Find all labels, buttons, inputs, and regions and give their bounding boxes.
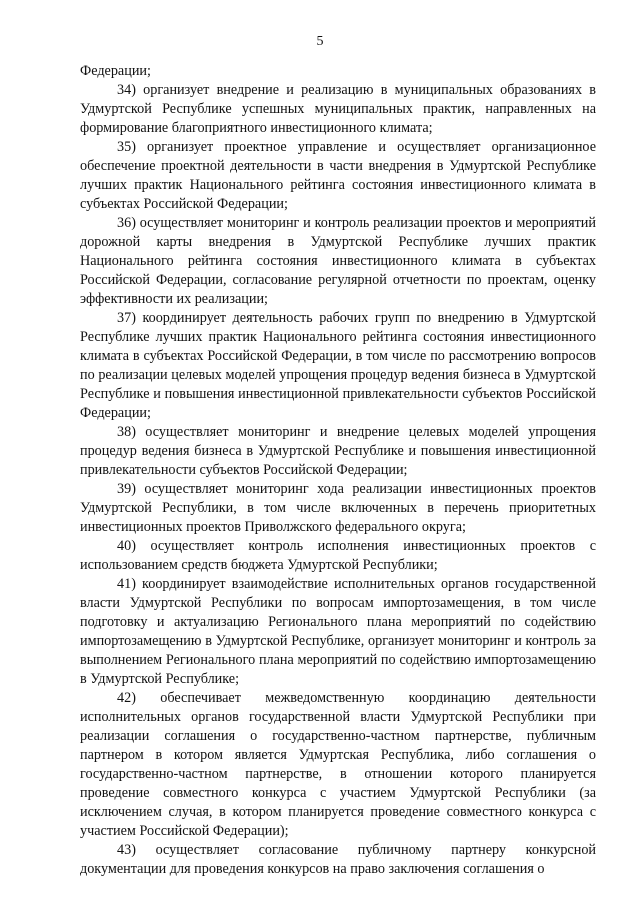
paragraph-item-38: 38) осуществляет мониторинг и внедрение целевых моделей упрощения процедур ведения бизнеса в Удмуртской Республике и повышения инвестиционной привлекательности субъектов Российской Федерации; xyxy=(80,424,596,478)
paragraph-continuation: Федерации; xyxy=(80,63,151,79)
paragraph-item-37: 37) координирует деятельность рабочих групп по внедрению в Удмуртской Республике лучших практик Национального рейтинга состояния инвестиционного климата в субъектах Российской Федерации, в том числе по рассмотрению вопросов по реализации целевых моделей упрощения процедур ведения бизнеса в Удмуртской Республике и повышения инвестиционной привлекательности субъектов Российской Федерации; xyxy=(80,310,596,421)
paragraph-item-43: 43) осуществляет согласование публичному партнеру конкурсной документации для проведения конкурсов на право заключения соглашения о xyxy=(80,842,596,877)
page-number: 5 xyxy=(316,34,324,49)
paragraph-item-36: 36) осуществляет мониторинг и контроль реализации проектов и мероприятий дорожной карты внедрения в Удмуртской Республике лучших практик Национального рейтинга состояния инвестиционного климата в субъектах Российской Федерации, согласование регулярной отчетности по проектам, оценку эффективности их реализации; xyxy=(80,215,596,307)
paragraph-item-42: 42) обеспечивает межведомственную координацию деятельности исполнительных органов государственной власти Удмуртской Республики при реализации соглашения о государственно-частном партнерстве, публичным партнером в котором является Удмуртская Республика, либо соглашения о государственно-частном партнерстве, в отношении которого планируется проведение совместного конкурса с участием Удмуртской Республики (за исключением случая, в котором планируется проведение совместного конкурса с участием Российской Федерации); xyxy=(80,690,596,839)
paragraph-item-35: 35) организует проектное управление и осуществляет организационное обеспечение проектной деятельности в части внедрения в Удмуртской Республике лучших практик Национального рейтинга состояния инвестиционного климата в субъектах Российской Федерации; xyxy=(80,139,596,212)
paragraph-item-40: 40) осуществляет контроль исполнения инвестиционных проектов с использованием средств бюджета Удмуртской Республики; xyxy=(80,538,596,573)
paragraph-item-34: 34) организует внедрение и реализацию в муниципальных образованиях в Удмуртской Республике успешных муниципальных практик, направленных на формирование благоприятного инвестиционного климата; xyxy=(80,82,596,136)
paragraph-item-41: 41) координирует взаимодействие исполнительных органов государственной власти Удмуртской Республики по вопросам импортозамещения, в том числе подготовку и актуализацию Регионального плана мероприятий по содействию импортозамещению в Удмуртской Республике, организует мониторинг и контроль за выполнением Регионального плана мероприятий по содействию импортозамещению в Удмуртской Республике; xyxy=(80,576,596,687)
document-body xyxy=(80,62,596,879)
paragraph-item-39: 39) осуществляет мониторинг хода реализации инвестиционных проектов Удмуртской Республики, в том числе включенных в перечень приоритетных инвестиционных проектов Приволжского федерального округа; xyxy=(80,481,596,535)
